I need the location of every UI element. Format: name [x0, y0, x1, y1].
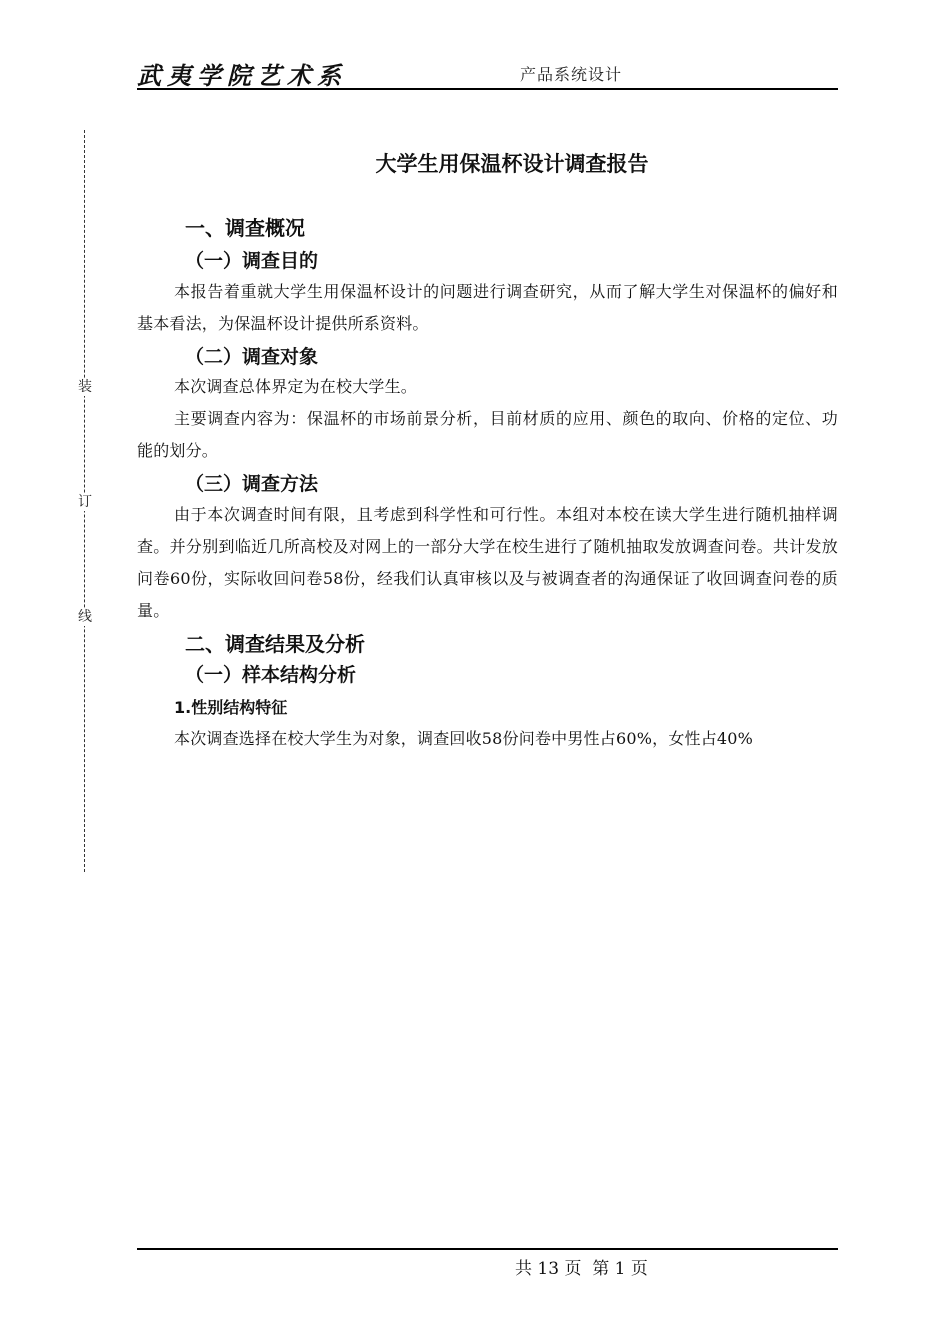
subsection-heading: （三）调查方法	[185, 473, 319, 495]
paragraph: 主要调查内容为：保温杯的市场前景分析，目前材质的应用、颜色的取向、价格的定位、功能的划分。	[137, 409, 838, 460]
paragraph: 本报告着重就大学生用保温杯设计的问题进行调查研究，从而了解大学生对保温杯的偏好和基本看法，为保温杯设计提供所系资料。	[137, 282, 838, 333]
header-rule	[137, 88, 838, 90]
paragraph: 本次调查选择在校大学生为对象，调查回收58份问卷中男性占60%，女性占40%	[174, 729, 754, 748]
subsection-heading: （二）调查对象	[185, 346, 319, 368]
binding-mark-zhuang: 装	[78, 379, 92, 395]
paragraph: 本次调查总体界定为在校大学生。	[174, 377, 418, 396]
page-number: 共 13 页 第 1 页	[515, 1259, 648, 1279]
section-heading: 二、调查结果及分析	[185, 632, 365, 656]
document-title: 大学生用保温杯设计调查报告	[375, 152, 649, 176]
subsection-heading: （一）样本结构分析	[185, 664, 357, 686]
header-department: 武夷学院艺术系	[137, 61, 347, 90]
subsection-heading: （一）调查目的	[185, 250, 319, 272]
header-course: 产品系统设计	[520, 65, 623, 84]
binding-mark-xian: 线	[78, 609, 92, 625]
footer-rule	[137, 1248, 838, 1250]
binding-mark-ding: 订	[78, 494, 92, 510]
item-heading: 1.性别结构特征	[174, 698, 288, 717]
section-heading: 一、调查概况	[185, 216, 305, 240]
paragraph: 由于本次调查时间有限，且考虑到科学性和可行性。本组对本校在读大学生进行随机抽样调查。并分别到临近几所高校及对网上的一部分大学在校生进行了随机抽取发放调查问卷。共计发放问卷60份，实际收回问卷58份，经我们认真审核以及与被调查者的沟通保证了收回调查问卷的质量。	[137, 505, 838, 620]
